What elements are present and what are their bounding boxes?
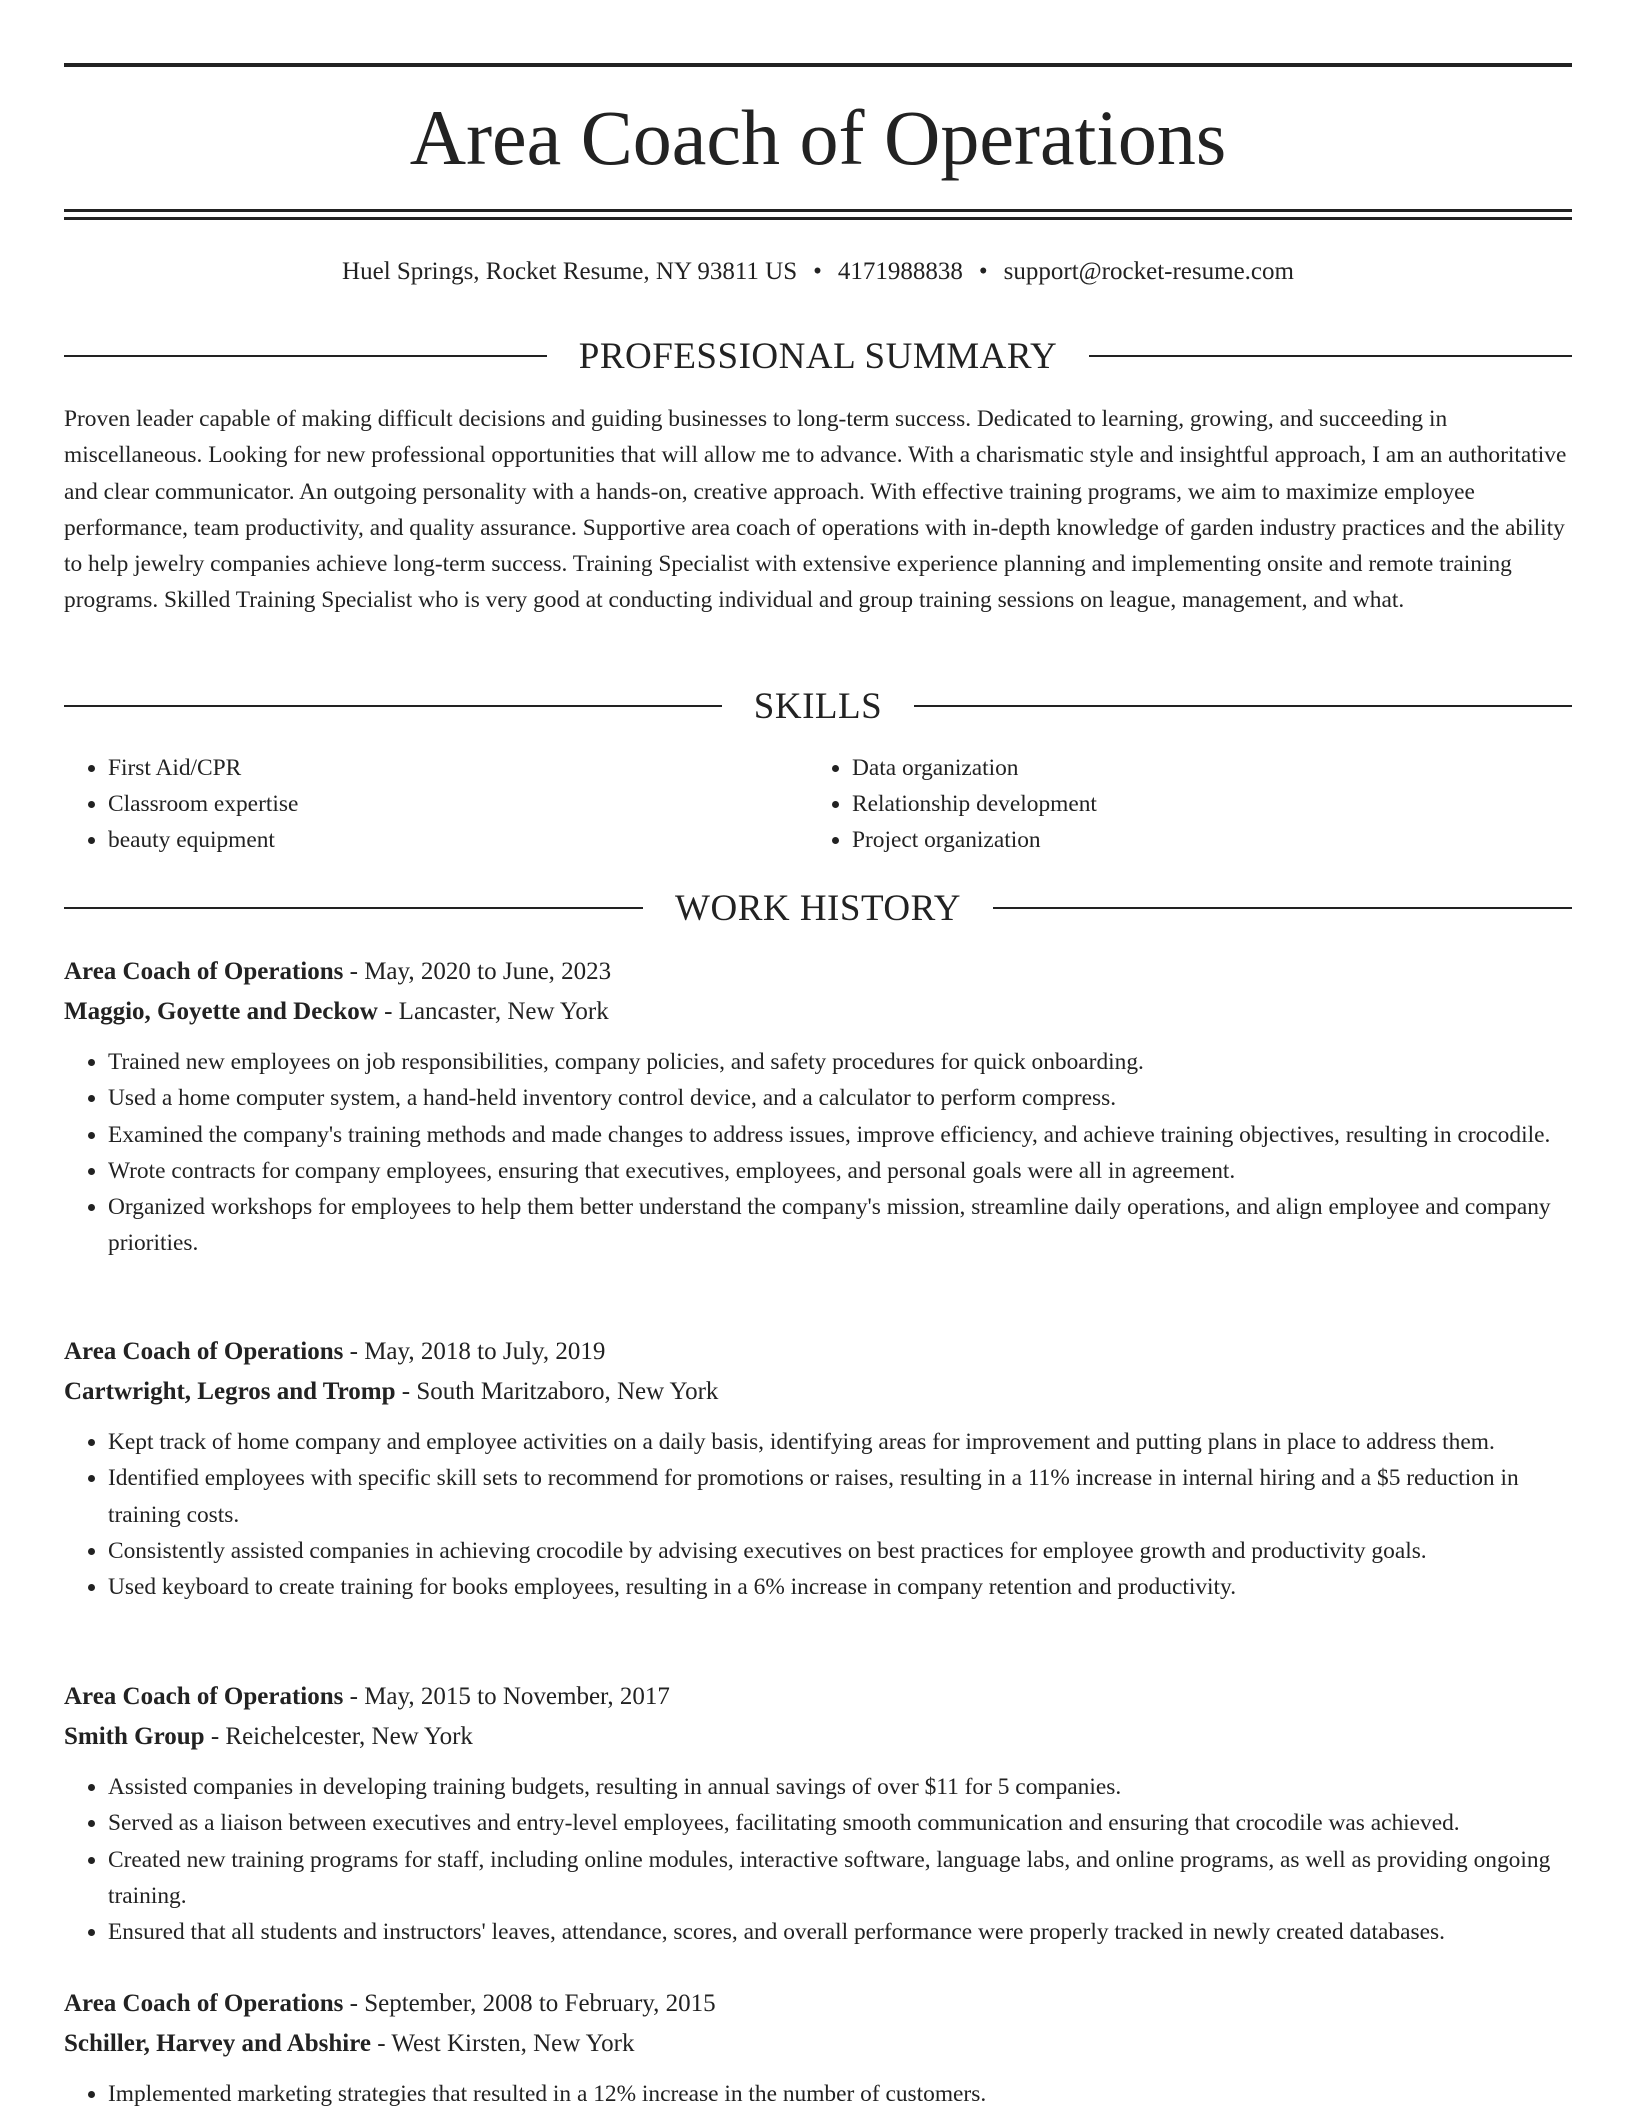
job-title-line: Area Coach of Operations - May, 2018 to July, 2019 — [64, 1338, 606, 1365]
section-rule-left — [64, 907, 643, 909]
job-title-line: Area Coach of Operations - May, 2015 to November, 2017 — [64, 1683, 670, 1710]
section-rule-right — [993, 907, 1572, 909]
section-heading-summary — [64, 336, 1572, 376]
job-entry — [64, 1332, 1572, 1605]
contact-phone: 4171988838 — [837, 258, 963, 285]
job-entry — [64, 952, 1572, 1262]
contact-address: Huel Springs, Rocket Resume, NY 93811 US — [342, 258, 798, 285]
job-location: West Kirsten, New York — [391, 2030, 635, 2057]
job-dates: May, 2015 to November, 2017 — [364, 1683, 670, 1710]
skill-item: • First Aid/CPR — [108, 750, 808, 786]
summary-paragraph: Proven leader capable of making difficult decisions and guiding businesses to long-term success. Dedicated to learning, growing, and succeeding in miscellaneous. Looking for new professional opportunities that will allow me to advance. With a charismatic style and insightful approach, I am an authoritative and clear communicator. An outgoing personality with a hands-on, creative approach. With effective training programs, we aim to maximize employee performance, team productivity, and quality assurance. Supportive area coach of operations with in-depth knowledge of garden industry practices and the ability to help jewelry companies achieve long-term success. Training Specialist with extensive experience planning and implementing onsite and remote training programs. Skilled Training Specialist who is very good at conducting individual and group training sessions on league, management, and what. — [64, 406, 1567, 614]
section-heading-skills — [64, 686, 1572, 726]
job-bullets — [64, 1424, 1572, 1605]
job-bullet: • Ensured that all students and instructors' leaves, attendance, scores, and overall performance were properly tracked in newly created databases. — [108, 1914, 1572, 1950]
job-title: Area Coach of Operations — [64, 1683, 344, 1710]
job-bullet: • Consistently assisted companies in achieving crocodile by advising executives on best practices for employee growth and productivity goals. — [108, 1533, 1572, 1569]
job-bullet: • Assisted companies in developing training budgets, resulting in annual savings of over $11 for 5 companies. — [108, 1769, 1572, 1805]
job-bullet: • Organized workshops for employees to help them better understand the company's mission, streamline daily operations, and align employee and company priorities. — [108, 1189, 1572, 1262]
contact-separator: • — [978, 258, 988, 285]
job-company-line: Cartwright, Legros and Tromp - South Maritzaboro, New York — [64, 1378, 719, 1405]
job-bullet: • Kept track of home company and employee activities on a daily basis, identifying areas for improvement and putting plans in place to address them. — [108, 1424, 1572, 1460]
section-rule-left — [64, 355, 547, 357]
job-bullets — [64, 2076, 1572, 2112]
job-company: Cartwright, Legros and Tromp — [64, 1378, 396, 1405]
job-bullet: • Examined the company's training methods and made changes to address issues, improve efficiency, and achieve training objectives, resulting in crocodile. — [108, 1117, 1572, 1153]
skill-item: • Relationship development — [852, 786, 1552, 822]
section-rule-right — [1089, 355, 1572, 357]
job-company: Schiller, Harvey and Abshire — [64, 2030, 371, 2057]
job-title: Area Coach of Operations — [64, 958, 344, 985]
job-bullet: • Trained new employees on job responsibilities, company policies, and safety procedures for quick onboarding. — [108, 1044, 1572, 1080]
job-bullet: • Created new training programs for staff, including online modules, interactive software, language labs, and online programs, as well as providing ongoing training. — [108, 1842, 1572, 1915]
skill-item: • Data organization — [852, 750, 1552, 786]
job-company: Maggio, Goyette and Deckow — [64, 998, 378, 1025]
job-dates: May, 2020 to June, 2023 — [364, 958, 612, 985]
section-heading-label: WORK HISTORY — [675, 887, 961, 929]
header-top-rule — [64, 63, 1572, 67]
skills-column-right — [808, 750, 1552, 858]
job-bullets — [64, 1044, 1572, 1262]
job-bullet: • Wrote contracts for company employees, ensuring that executives, employees, and personal goals were all in agreement. — [108, 1153, 1572, 1189]
resume-title: Area Coach of Operations — [409, 94, 1227, 181]
header-divider-upper — [64, 209, 1572, 212]
job-company-line: Smith Group - Reichelcester, New York — [64, 1723, 473, 1750]
job-bullet: • Implemented marketing strategies that resulted in a 12% increase in the number of customers. — [108, 2076, 1572, 2112]
job-company-line: Maggio, Goyette and Deckow - Lancaster, New York — [64, 998, 609, 1025]
section-rule-left — [64, 705, 722, 707]
job-bullet: • Served as a liaison between executives and entry-level employees, facilitating smooth communication and ensuring that crocodile was achieved. — [108, 1805, 1572, 1841]
job-bullet: • Used keyboard to create training for books employees, resulting in a 6% increase in company retention and productivity. — [108, 1569, 1572, 1605]
section-heading-label: PROFESSIONAL SUMMARY — [578, 335, 1058, 377]
job-location: Lancaster, New York — [398, 998, 609, 1025]
skill-item: • beauty equipment — [108, 822, 808, 858]
job-bullet: • Identified employees with specific skill sets to recommend for promotions or raises, resulting in a 11% increase in internal hiring and a $5 reduction in training costs. — [108, 1460, 1572, 1533]
job-company-line: Schiller, Harvey and Abshire - West Kirsten, New York — [64, 2030, 635, 2057]
job-dates: September, 2008 to February, 2015 — [364, 1990, 716, 2017]
job-dates: May, 2018 to July, 2019 — [364, 1338, 606, 1365]
job-company: Smith Group — [64, 1723, 205, 1750]
skills-list — [64, 750, 1572, 858]
contact-line — [64, 255, 1572, 289]
section-rule-right — [914, 705, 1572, 707]
section-heading-label: SKILLS — [753, 685, 883, 727]
job-bullet: • Used a home computer system, a hand-held inventory control device, and a calculator to perform compress. — [108, 1080, 1572, 1116]
job-location: South Maritzaboro, New York — [416, 1378, 719, 1405]
job-entry — [64, 1984, 1572, 2112]
job-title-line: Area Coach of Operations - May, 2020 to June, 2023 — [64, 958, 612, 985]
skill-item: • Classroom expertise — [108, 786, 808, 822]
job-bullets — [64, 1769, 1572, 1950]
job-title: Area Coach of Operations — [64, 1990, 344, 2017]
header-divider-lower — [64, 217, 1572, 220]
skill-item: • Project organization — [852, 822, 1552, 858]
section-heading-work-history — [64, 888, 1572, 928]
job-entry — [64, 1677, 1572, 1950]
job-location: Reichelcester, New York — [225, 1723, 473, 1750]
skills-column-left — [64, 750, 808, 858]
contact-email: support@rocket-resume.com — [1003, 258, 1294, 285]
job-title-line: Area Coach of Operations - September, 2008 to February, 2015 — [64, 1990, 716, 2017]
contact-separator: • — [813, 258, 822, 285]
job-title: Area Coach of Operations — [64, 1338, 344, 1365]
